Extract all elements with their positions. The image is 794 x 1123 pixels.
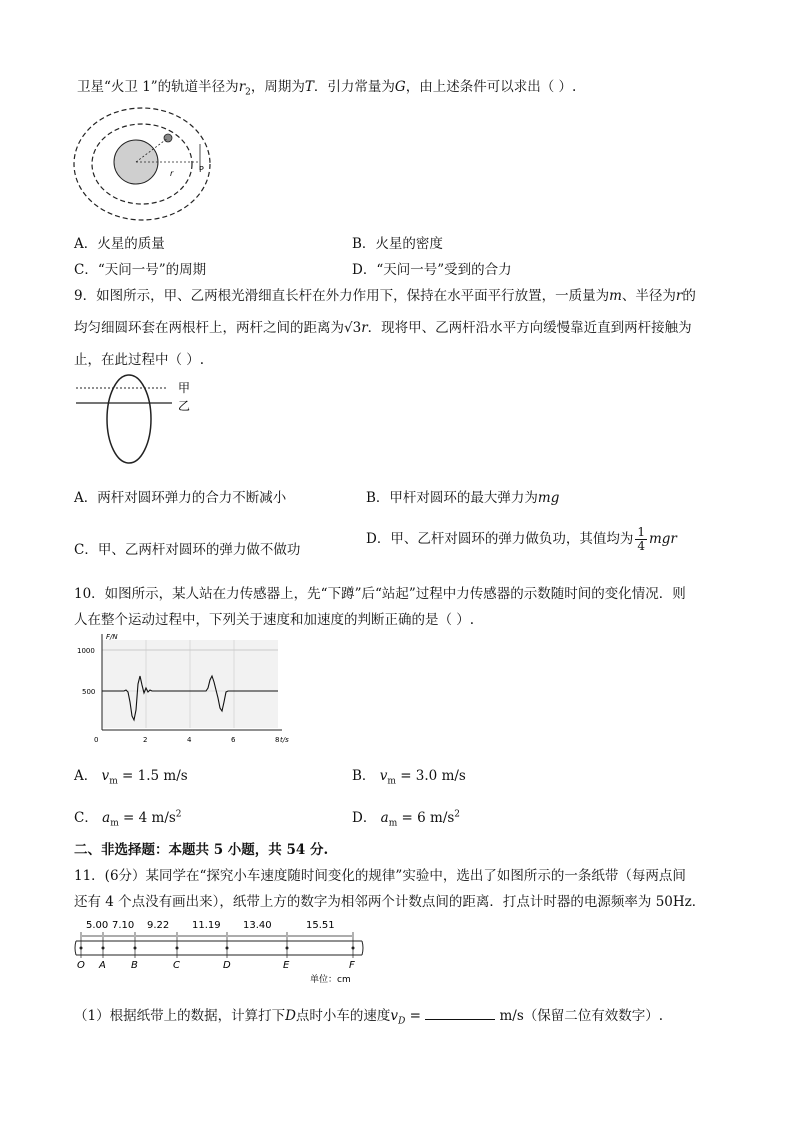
orbit-figure [72,104,222,229]
q11-sub1-d: m/s（保留二位有效数字）. [499,1008,664,1024]
q8-option-d[interactable]: D．“天问一号”受到的合力 [352,262,512,278]
point-o: O [77,960,85,971]
ring-rods-figure [72,372,202,468]
label-p: P [199,165,204,174]
a-symbol: a [102,810,111,826]
fraction-numerator: 1 [637,525,645,539]
q11-line1: 11．(6分）某同学在“探究小车速度随时间变化的规律”实验中，选出了如图所示的一条纸带（每两点间 [74,868,686,884]
dist-de: 13.40 [243,920,272,931]
r-subscript: 2 [245,87,251,98]
point-c: C [173,960,180,971]
v-symbol: v [101,768,110,784]
a-symbol: a [380,810,389,826]
ytick-500: 500 [82,688,96,696]
q11-sub1-a: （1）根据纸带上的数据，计算打下 [74,1008,286,1024]
m-symbol: m [609,288,622,304]
chart-xlabel: t/s [280,736,289,744]
xtick-0: 0 [94,736,99,744]
ytick-1000: 1000 [77,647,95,655]
subscript-m: m [110,818,119,829]
q11-sub1 [74,1004,663,1027]
point-a: A [99,960,106,971]
q9-option-b[interactable] [366,486,559,506]
chart-ylabel: F/N [106,633,118,641]
point-d: D [223,960,231,971]
q9-option-a[interactable]: A．两杆对圆环弹力的合力不断减小 [74,490,287,506]
q9-line2-b: ．现将甲、乙两杆沿水平方向缓慢靠近直到两杆接触为 [367,320,692,336]
q9-line3: 止，在此过程中（ ）. [74,352,205,368]
q8-stem-b: ，周期为 [250,79,305,95]
fraction-denominator: 4 [637,539,645,553]
superscript-2: 2 [454,809,461,820]
q11-sub1-b: 点时小车的速度 [295,1008,391,1024]
xtick-8: 8 [275,736,280,744]
q9-line1 [74,284,696,304]
subscript-m: m [388,818,398,829]
section2-heading: 二、非选择题：本题共 5 小题，共 54 分. [74,842,329,858]
q8-option-a[interactable]: A．火星的质量 [74,236,165,252]
q8-option-c[interactable]: C．“天问一号”的周期 [74,262,207,278]
q9-line1-a: 9．如图所示，甲、乙两根光滑细直长杆在外力作用下，保持在水平面平行放置，一质量为 [74,288,610,304]
t-symbol: T [304,79,314,95]
label-yi: 乙 [178,399,191,413]
r-symbol: r [238,79,246,95]
q10-option-d[interactable]: D． $a_m = 6$ $m/s^2$ [352,809,461,829]
q10-option-c[interactable]: C． $a_m = 4$ $m/s^2$ [74,809,182,829]
dist-cd: 11.19 [192,920,221,931]
superscript-2: 2 [175,809,182,820]
q10-option-d-value: = 6 m/s [401,810,455,826]
sqrt3: √3 [344,320,362,336]
q9-line1-b: 、半径为 [621,288,676,304]
q8-option-b[interactable]: B．火星的密度 [352,236,443,252]
point-f: F [349,960,355,971]
q10-option-a-value: = 1.5 m/s [122,768,188,784]
q10-line2: 人在整个运动过程中，下列关于速度和加速度的判断正确的是（ ）. [74,612,475,628]
q8-stem-c: ．引力常量为 [313,79,395,95]
q8-stem-d: ，由上述条件可以求出（ ）. [405,79,577,95]
q8-stem [77,75,576,98]
v-symbol: v [390,1008,399,1024]
q9-option-d[interactable] [366,526,677,553]
force-time-chart [72,630,292,748]
subscript-d: D [398,1016,406,1027]
q10-option-b[interactable]: B． $v_m = 3.0$ m/s [352,768,466,787]
tape-unit: 单位：cm [310,975,351,985]
subscript-m: m [387,776,396,787]
q11-line2: 还有 4 个点没有画出来），纸带上方的数字为相邻两个计数点间的距离．打点计时器的电源频率为 50Hz． [74,894,706,910]
r-symbol: r [361,320,368,336]
xtick-6: 6 [231,736,236,744]
xtick-2: 2 [143,736,148,744]
q9-option-b-math: mg [537,490,560,506]
xtick-4: 4 [187,736,192,744]
v-symbol: v [379,768,388,784]
answer-blank[interactable] [425,1007,495,1020]
q9-option-b-text: B．甲杆对圆环的最大弹力为 [366,490,538,506]
point-e: E [283,960,290,971]
d-symbol: D [285,1008,296,1024]
paper-tape-figure [72,912,367,988]
q10-option-a[interactable]: A． $v_m = 1.5$ m/s [74,768,188,787]
q9-line2-a: 均匀细圆环套在两根杆上，两杆之间的距离为 [74,320,344,336]
q8-stem-a: 卫星“火卫 1”的轨道半径为 [77,79,239,95]
dist-ab: 7.10 [112,920,135,931]
g-symbol: G [394,79,406,95]
q10-option-b-value: = 3.0 m/s [400,768,466,784]
q9-option-c[interactable]: C．甲、乙两杆对圆环的弹力做不做功 [74,542,301,558]
dist-oa: 5.00 [86,920,109,931]
q10-option-c-value: = 4 m/s [123,810,176,826]
q9-option-d-text: D．甲、乙杆对圆环的弹力做负功，其值均为 [366,531,634,547]
q9-line1-c: 的 [682,288,696,304]
label-r: r [170,169,174,178]
fraction-1-4 [635,526,647,553]
q9-option-d-math: mgr [648,531,677,547]
label-jia: 甲 [178,381,191,395]
dist-ef: 15.51 [306,920,335,931]
equals-sign: = [409,1008,421,1024]
point-b: B [131,960,138,971]
q10-line1: 10．如图所示，某人站在力传感器上，先“下蹲”后“站起”过程中力传感器的示数随时间的变化情况．则 [74,586,686,602]
r-symbol: r [675,288,683,304]
q9-line2 [74,316,692,336]
subscript-m: m [109,776,118,787]
dist-bc: 9.22 [147,920,170,931]
